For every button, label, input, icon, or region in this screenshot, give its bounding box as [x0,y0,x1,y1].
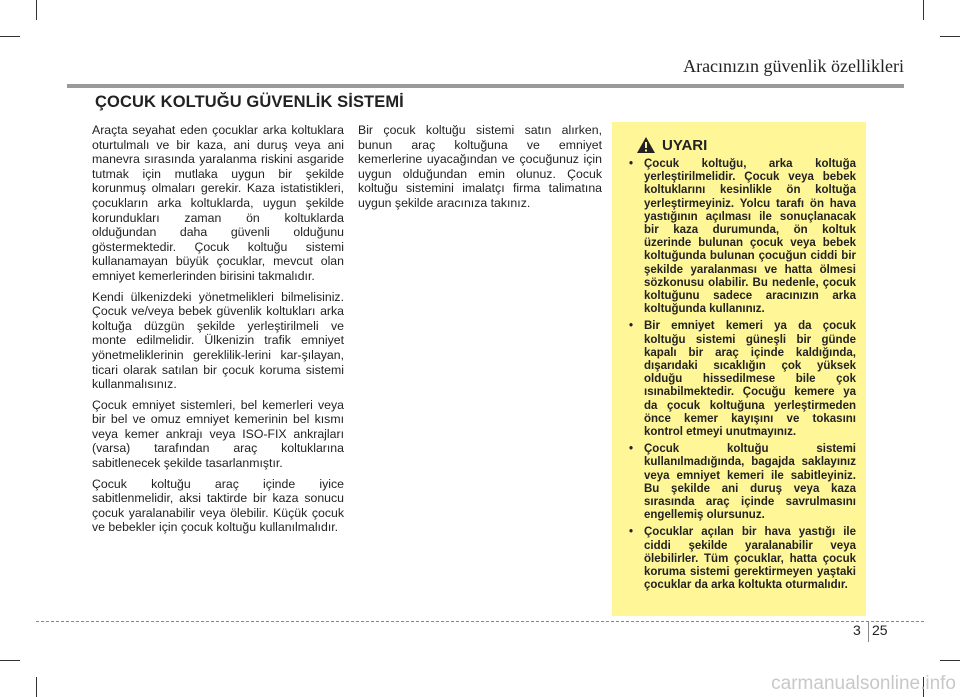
page-number: 25 [872,622,888,638]
crop-mark [923,0,924,20]
warning-item: • Çocuk koltuğu sistemi kullanılmadığında, bagajda saklayınız veya emniyet kemeri ile sabitleyiniz. Bu şekilde ani duruş veya kaza sırasında araç içinde savrulmasını engellemiş olursunuz. [624,443,856,522]
crop-mark [36,677,37,697]
crop-mark [940,36,960,37]
warning-item: • Çocuk koltuğu, arka koltuğa yerleştirilmelidir. Çocuk veya bebek koltuklarını kesinlikle ön koltuğa yerleştirmeyiniz. Yolcu tarafı ön hava yastığının açılması ile sonuçlanacak bir kaza durumunda, ön koltuk üzerinde bulunan çocuk veya bebek koltuğunda bulunan çocuğun ciddi bir şekilde yaralanması ve hatta ölmesi sözkonusu olabilir. Bu nedenle, çocuk koltuğunu sadece aracınızın arka koltuğunda kullanınız. [624,158,856,316]
footer-rule [36,621,924,622]
header-rule [67,84,904,88]
body-column-left [92,123,344,541]
warning-item: • Çocuklar açılan bir hava yastığı ile ciddi şekilde yaralanabilir veya ölebilirler. Tüm çocuklar, hatta çocuk koruma sistemi gerektirmeyen yaştaki çocuklar da arka koltukta oturmalıdır. [624,526,856,592]
paragraph: Çocuk emniyet sistemleri, bel kemerleri veya bir bel ve omuz emniyet kemerinin bel kısmı veya kemer ankrajı veya ISO-FIX ankrajları (varsa) tarafından araç koltuklarına sabitlenecek şekilde tasarlanmıştır. [92,397,344,471]
page-number-divider [868,622,869,642]
chapter-number: 3 [853,622,861,638]
crop-mark [0,36,20,37]
paragraph: Kendi ülkenizdeki yönetmelikleri bilmelisiniz. Çocuk ve/veya bebek güvenlik koltukları arka koltuğa düzgün şekilde yerleştirilmeli ve monte edilmelidir. Ülkenizin trafik emniyet yönetmeliklerinin gereklilik-lerini kar-şılayan, ticari olarak satılan bir çocuk koruma sistemi kullanmalısınız. [92,289,344,392]
warning-header [636,136,856,154]
body-column-middle [358,123,602,217]
paragraph: Çocuk koltuğu araç içinde iyice sabitlenmelidir, aksi taktirde bir kaza sonucu çocuk yaralanabilir veya ölebilir. Küçük çocuk ve bebekler için çocuk koltuğu kullanılmalıdır. [92,476,344,535]
warning-item: • Bir emniyet kemeri ya da çocuk koltuğu sistemi güneşli bir günde kapalı bir araç içinde kaldığında, dışarıdaki sıcaklığın çok yüksek olduğu hissedilmese bile çok ısınabilmektedir. Çocuğu kemere ya da çocuk koltuğuna yerleştirmeden önce kemer kayışını ve tokasını kontrol etmeyi unutmayınız. [624,320,856,439]
warning-triangle-icon [636,136,656,154]
crop-mark [940,660,960,661]
section-title: ÇOCUK KOLTUĞU GÜVENLİK SİSTEMİ [95,93,404,111]
paragraph: Araçta seyahat eden çocuklar arka koltuklara oturtulmalı ve bir kaza, ani duruş veya ani manevra sırasında yaralanma riskini asgaride tutmak için mutlaka uygun bir şekilde korunmuş olmaları gerekir. Kaza istatistikleri, çocukların arka koltuklarda, uygun şekilde korundukları zaman ön koltuklarda olduğundan daha güvenli olduğunu göstermektedir. Çocuk koltuğu sistemi kullanamayan büyük çocuklar, mevcut olan emniyet kemerlerinden birisini takmalıdır. [92,123,344,283]
warning-box [612,122,866,616]
watermark: carmanualsonline.info [771,673,956,694]
warning-title: UYARI [662,136,708,154]
crop-mark [0,660,20,661]
paragraph: Bir çocuk koltuğu sistemi satın alırken, bunun araç koltuğuna ve emniyet kemerlerine uyacağından ve çocuğunuz için uygun olduğundan emin olunuz. Çocuk koltuğu sistemini imalatçı firma talimatına uygun şekilde aracınıza takınız. [358,123,602,210]
header-title: Aracınızın güvenlik özellikleri [683,56,904,76]
warning-list [624,158,856,593]
crop-mark [36,0,37,20]
